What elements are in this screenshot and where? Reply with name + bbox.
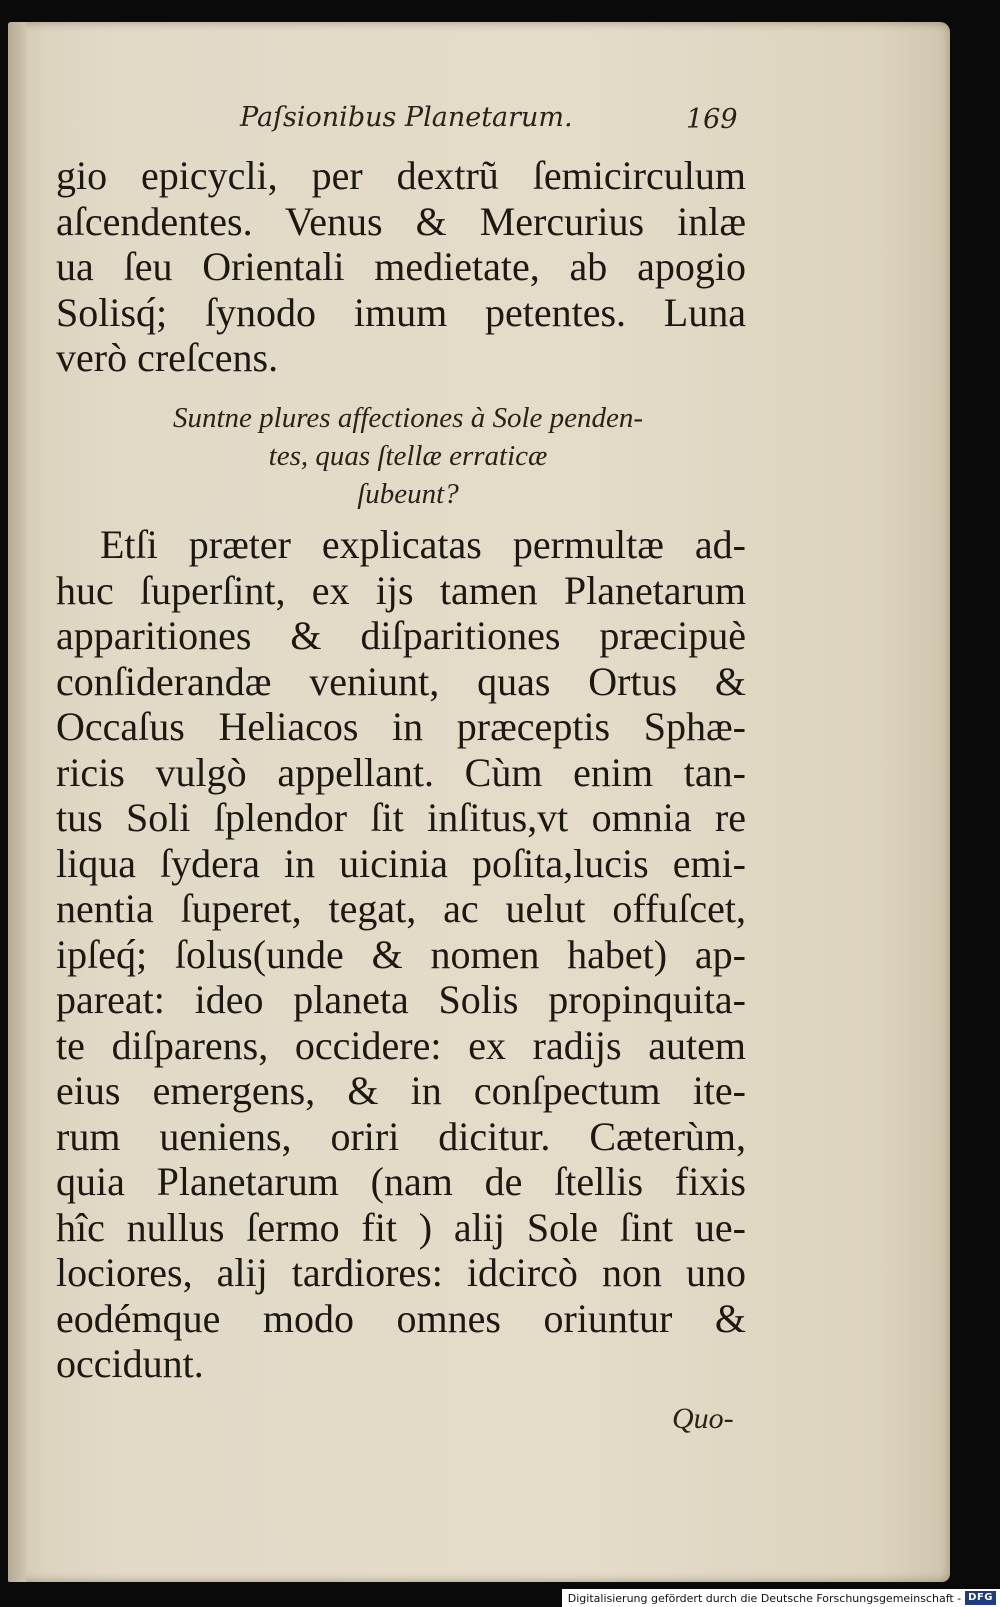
- text-line: Solisq́; ſynodo imum petentes. Luna: [56, 289, 746, 335]
- text-line: lociores, alij tardiores: idcircò non uno: [56, 1250, 746, 1295]
- question-heading: [98, 399, 718, 513]
- text-line: ipſeq́; ſolus(unde & nomen habet) ap-: [56, 931, 746, 977]
- text-line: hîc nullus ſermo fit ) alij Sole ſint ue-: [56, 1204, 746, 1250]
- text-line: ua ſeu Orientali medietate, ab apogio: [56, 244, 746, 289]
- page-header: [8, 102, 950, 142]
- answer-paragraph: [56, 522, 746, 1387]
- text-line: huc ſuperſint, ex ijs tamen Planetarum: [56, 567, 746, 613]
- text-line: Occaſus Heliacos in præceptis Sphæ-: [56, 704, 746, 749]
- text-line: conſiderandæ veniunt, quas Ortus &: [56, 658, 746, 704]
- digitization-credit-text: Digitalisierung gefördert durch die Deutsche Forschungsgemeinschaft -: [567, 1591, 962, 1605]
- book-page: [8, 22, 950, 1582]
- text-line: verò creſcens.: [56, 335, 279, 380]
- text-line: eodémque modo omnes oriuntur &: [56, 1295, 746, 1341]
- text-line: tus Soli ſplendor ſit inſitus,vt omnia re: [56, 795, 746, 840]
- text-line: te diſparens, occidere: ex radijs autem: [56, 1022, 746, 1068]
- paragraph-continuation: [56, 153, 746, 381]
- text-line: eius emergens, & in conſpectum ite-: [56, 1068, 746, 1113]
- heading-line: tes, quas ſtellæ erraticæ: [268, 440, 548, 472]
- text-line: quia Planetarum (nam de ſtellis fixis: [56, 1159, 746, 1204]
- text-line: rum ueniens, oriri dicitur. Cæterùm,: [56, 1113, 746, 1159]
- text-line: occidunt.: [56, 1341, 204, 1386]
- dfg-logo: DFG: [965, 1591, 996, 1605]
- text-line: liqua ſydera in uicinia poſita,lucis emi-: [56, 840, 746, 886]
- page-gutter-edge: [8, 22, 26, 1582]
- text-line: aſcendentes. Venus & Mercurius inlæ: [56, 198, 746, 244]
- heading-line: Suntne plures affectiones à Sole penden-: [172, 402, 644, 434]
- text-line: nentia ſuperet, tegat, ac uelut offuſcet,: [56, 886, 746, 931]
- text-line: pareat: ideo planeta Solis propinquita-: [56, 977, 746, 1022]
- text-line: gio epicycli, per dextrũ ſemicirculum: [56, 153, 746, 198]
- text-line: ricis vulgò appellant. Cùm enim tan-: [56, 749, 746, 795]
- page-number: 169: [686, 104, 738, 135]
- running-title: Paſsionibus Planetarum.: [240, 102, 573, 133]
- digitization-credit-bar: [562, 1589, 1000, 1607]
- catchword: Quo-: [672, 1402, 734, 1435]
- heading-line: ſubeunt?: [357, 478, 459, 510]
- text-line: Etſi præter explicatas permultæ ad-: [100, 522, 746, 567]
- text-line: apparitiones & diſparitiones præcipuè: [56, 613, 746, 658]
